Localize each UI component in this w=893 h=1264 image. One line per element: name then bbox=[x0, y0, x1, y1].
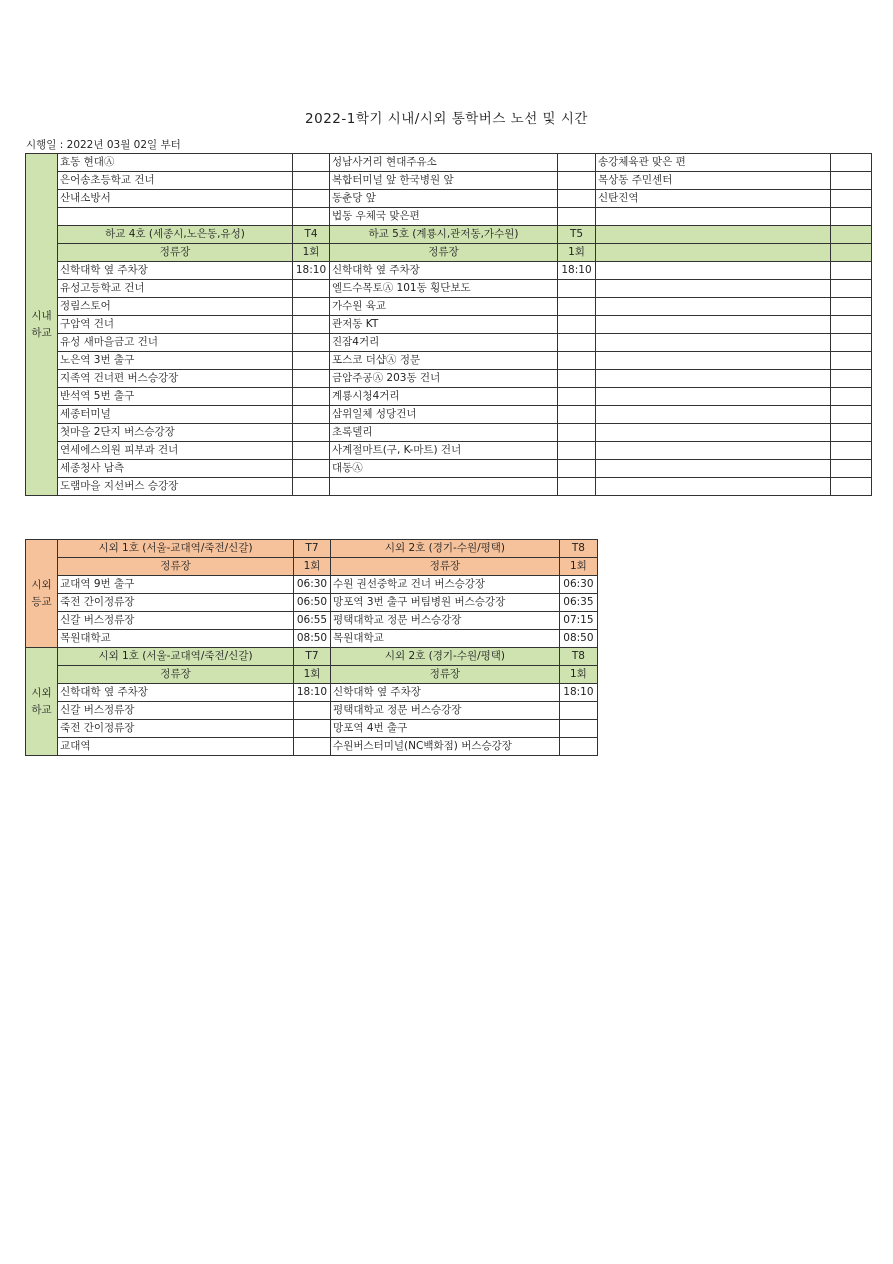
table-row bbox=[26, 738, 598, 756]
stop-name: 초록델리 bbox=[330, 424, 558, 442]
stop-time bbox=[558, 316, 596, 334]
table-row bbox=[26, 612, 598, 630]
stop-time bbox=[558, 388, 596, 406]
stop-name: 목원대학교 bbox=[58, 630, 294, 648]
table-row bbox=[26, 630, 598, 648]
stop-time: 18:10 bbox=[293, 262, 330, 280]
table-row bbox=[26, 172, 872, 190]
table-row bbox=[26, 388, 872, 406]
stop-time bbox=[558, 406, 596, 424]
stop-name: 평택대학교 정문 버스승강장 bbox=[331, 702, 560, 720]
stop-name: 송강체육관 맞은 편 bbox=[596, 154, 831, 172]
column-header-row bbox=[26, 666, 598, 684]
stop-name: 계룡시청4거리 bbox=[330, 388, 558, 406]
stop-name bbox=[596, 208, 831, 226]
column-header-row bbox=[26, 558, 598, 576]
stop-name: 금암주공Ⓐ 203동 건너 bbox=[330, 370, 558, 388]
table-row bbox=[26, 280, 872, 298]
table-row bbox=[26, 594, 598, 612]
stop-time bbox=[831, 154, 872, 172]
table-row bbox=[26, 190, 872, 208]
empty-cell bbox=[596, 280, 831, 298]
trip-header: 1회 bbox=[559, 666, 597, 684]
stop-name: 산내소방서 bbox=[58, 190, 293, 208]
table-row bbox=[26, 576, 598, 594]
stop-time bbox=[293, 388, 330, 406]
stop-name bbox=[58, 208, 293, 226]
section-label-text: 시외 등교 bbox=[31, 578, 52, 608]
stop-time bbox=[293, 370, 330, 388]
stop-name: 신갈 버스정류장 bbox=[58, 702, 294, 720]
stop-time bbox=[293, 702, 330, 720]
stop-time bbox=[293, 334, 330, 352]
stop-time bbox=[293, 280, 330, 298]
stop-time: 07:15 bbox=[559, 612, 597, 630]
stop-name: 성남사거리 현대주유소 bbox=[330, 154, 558, 172]
stop-time: 18:10 bbox=[558, 262, 596, 280]
stop-time bbox=[831, 208, 872, 226]
empty-cell bbox=[596, 226, 831, 244]
table-row bbox=[26, 370, 872, 388]
section-label bbox=[26, 540, 58, 648]
stop-name: 평택대학교 정문 버스승강장 bbox=[331, 612, 560, 630]
stop-time bbox=[558, 460, 596, 478]
stop-time bbox=[293, 460, 330, 478]
stop-name: 진잠4거리 bbox=[330, 334, 558, 352]
stop-time bbox=[559, 738, 597, 756]
route-header-row bbox=[26, 226, 872, 244]
stop-name: 망포역 3번 출구 버팀병원 버스승강장 bbox=[331, 594, 560, 612]
table-row bbox=[26, 262, 872, 280]
empty-cell bbox=[596, 352, 831, 370]
intercity-bus-table bbox=[25, 539, 598, 756]
stop-time bbox=[559, 720, 597, 738]
stop-time bbox=[293, 316, 330, 334]
stop-time: 08:50 bbox=[293, 630, 330, 648]
stop-name: 첫마을 2단지 버스승강장 bbox=[58, 424, 293, 442]
stop-name: 포스코 더샵Ⓐ 정문 bbox=[330, 352, 558, 370]
empty-cell bbox=[596, 316, 831, 334]
stop-time bbox=[831, 172, 872, 190]
route-name: 시외 2호 (경기-수원/평택) bbox=[331, 540, 560, 558]
table-row bbox=[26, 478, 872, 496]
stop-name: 구암역 건너 bbox=[58, 316, 293, 334]
stop-time bbox=[559, 702, 597, 720]
table-row bbox=[26, 208, 872, 226]
table-row bbox=[26, 702, 598, 720]
stop-name: 지족역 건너편 버스승강장 bbox=[58, 370, 293, 388]
stop-time bbox=[558, 190, 596, 208]
empty-cell bbox=[831, 460, 872, 478]
route-code: T7 bbox=[293, 540, 330, 558]
stop-time bbox=[558, 280, 596, 298]
trip-header: 1회 bbox=[558, 244, 596, 262]
stop-name: 죽전 간이정류장 bbox=[58, 594, 294, 612]
stop-name: 신학대학 옆 주차장 bbox=[58, 262, 293, 280]
stop-time bbox=[558, 478, 596, 496]
empty-cell bbox=[831, 262, 872, 280]
stop-time: 06:30 bbox=[559, 576, 597, 594]
stop-time: 18:10 bbox=[559, 684, 597, 702]
stop-name: 동춘당 앞 bbox=[330, 190, 558, 208]
table-row bbox=[26, 334, 872, 352]
stop-name: 죽전 간이정류장 bbox=[58, 720, 294, 738]
stop-time bbox=[293, 738, 330, 756]
city-bus-table bbox=[25, 153, 872, 496]
empty-cell bbox=[596, 244, 831, 262]
stop-time bbox=[293, 208, 330, 226]
stop-name: 도램마을 지선버스 승강장 bbox=[58, 478, 293, 496]
empty-cell bbox=[596, 334, 831, 352]
stop-time bbox=[558, 442, 596, 460]
empty-cell bbox=[831, 334, 872, 352]
stop-time bbox=[293, 406, 330, 424]
section-label-text: 시외 하교 bbox=[31, 686, 52, 716]
stop-name: 대동Ⓐ bbox=[330, 460, 558, 478]
stop-time bbox=[558, 208, 596, 226]
table-row bbox=[26, 298, 872, 316]
stop-name: 수원 권선중학교 건너 버스승강장 bbox=[331, 576, 560, 594]
empty-cell bbox=[831, 226, 872, 244]
table-row bbox=[26, 720, 598, 738]
stop-header: 정류장 bbox=[58, 558, 294, 576]
stop-time bbox=[293, 478, 330, 496]
route-name: 하교 4호 (세종시,노은동,유성) bbox=[58, 226, 293, 244]
empty-cell bbox=[831, 352, 872, 370]
route-name: 시외 1호 (서울-교대역/죽전/신갈) bbox=[58, 540, 294, 558]
stop-time bbox=[293, 352, 330, 370]
route-name: 시외 2호 (경기-수원/평택) bbox=[331, 648, 560, 666]
stop-time bbox=[293, 172, 330, 190]
route-header-row bbox=[26, 648, 598, 666]
stop-name: 망포역 4번 출구 bbox=[331, 720, 560, 738]
stop-name: 목상동 주민센터 bbox=[596, 172, 831, 190]
table-row bbox=[26, 684, 598, 702]
route-name: 시외 1호 (서울-교대역/죽전/신갈) bbox=[58, 648, 294, 666]
stop-time bbox=[293, 190, 330, 208]
empty-cell bbox=[831, 406, 872, 424]
stop-time bbox=[558, 352, 596, 370]
stop-name: 법동 우체국 맞은편 bbox=[330, 208, 558, 226]
stop-name: 효동 현대Ⓐ bbox=[58, 154, 293, 172]
empty-cell bbox=[596, 406, 831, 424]
table-row bbox=[26, 406, 872, 424]
empty-cell bbox=[831, 370, 872, 388]
stop-time: 06:35 bbox=[559, 594, 597, 612]
table-row bbox=[26, 352, 872, 370]
stop-name: 신탄진역 bbox=[596, 190, 831, 208]
stop-name: 세종터미널 bbox=[58, 406, 293, 424]
stop-header: 정류장 bbox=[330, 244, 558, 262]
stop-name: 노은역 3번 출구 bbox=[58, 352, 293, 370]
stop-time bbox=[293, 298, 330, 316]
route-header-row bbox=[26, 540, 598, 558]
empty-cell bbox=[831, 298, 872, 316]
stop-header: 정류장 bbox=[331, 666, 560, 684]
stop-time bbox=[293, 720, 330, 738]
stop-time bbox=[558, 424, 596, 442]
empty-cell bbox=[831, 280, 872, 298]
stop-name: 반석역 5번 출구 bbox=[58, 388, 293, 406]
section-label bbox=[26, 154, 58, 496]
stop-header: 정류장 bbox=[58, 244, 293, 262]
empty-cell bbox=[831, 388, 872, 406]
stop-time: 06:30 bbox=[293, 576, 330, 594]
table-row bbox=[26, 154, 872, 172]
stop-name: 관저동 KT bbox=[330, 316, 558, 334]
table-row bbox=[26, 316, 872, 334]
stop-name: 연세에스의원 피부과 건너 bbox=[58, 442, 293, 460]
stop-name: 가수원 육교 bbox=[330, 298, 558, 316]
stop-name: 신학대학 옆 주차장 bbox=[58, 684, 294, 702]
stop-name: 교대역 9번 출구 bbox=[58, 576, 294, 594]
trip-header: 1회 bbox=[293, 244, 330, 262]
stop-name bbox=[330, 478, 558, 496]
stop-name: 삼위일체 성당건너 bbox=[330, 406, 558, 424]
stop-name: 교대역 bbox=[58, 738, 294, 756]
stop-time bbox=[293, 424, 330, 442]
empty-cell bbox=[831, 316, 872, 334]
section-label-text: 시내 하교 bbox=[31, 309, 52, 339]
table-row bbox=[26, 460, 872, 478]
stop-time bbox=[293, 154, 330, 172]
section-label bbox=[26, 648, 58, 756]
stop-time: 06:50 bbox=[293, 594, 330, 612]
stop-time bbox=[558, 370, 596, 388]
stop-time bbox=[558, 298, 596, 316]
route-code: T4 bbox=[293, 226, 330, 244]
route-code: T8 bbox=[559, 648, 597, 666]
stop-time bbox=[558, 172, 596, 190]
stop-time: 18:10 bbox=[293, 684, 330, 702]
column-header-row bbox=[26, 244, 872, 262]
trip-header: 1회 bbox=[293, 666, 330, 684]
stop-time: 08:50 bbox=[559, 630, 597, 648]
route-name: 하교 5호 (계룡시,관저동,가수원) bbox=[330, 226, 558, 244]
trip-header: 1회 bbox=[559, 558, 597, 576]
page-title: 2022-1학기 시내/시외 통학버스 노선 및 시간 bbox=[305, 111, 588, 127]
stop-name: 신학대학 옆 주차장 bbox=[331, 684, 560, 702]
stop-name: 엘드수목토Ⓐ 101동 횡단보도 bbox=[330, 280, 558, 298]
stop-name: 신갈 버스정류장 bbox=[58, 612, 294, 630]
stop-name: 유성 새마을금고 건너 bbox=[58, 334, 293, 352]
empty-cell bbox=[596, 460, 831, 478]
effective-date: 시행일 : 2022년 03월 02일 부터 bbox=[26, 139, 181, 151]
stop-header: 정류장 bbox=[58, 666, 294, 684]
table-row bbox=[26, 442, 872, 460]
stop-time: 06:55 bbox=[293, 612, 330, 630]
stop-time bbox=[831, 190, 872, 208]
empty-cell bbox=[831, 442, 872, 460]
stop-name: 복합터미널 앞 한국병원 앞 bbox=[330, 172, 558, 190]
stop-name: 은어송초등학교 건너 bbox=[58, 172, 293, 190]
empty-cell bbox=[831, 244, 872, 262]
table-row bbox=[26, 424, 872, 442]
empty-cell bbox=[596, 424, 831, 442]
empty-cell bbox=[596, 388, 831, 406]
empty-cell bbox=[596, 298, 831, 316]
stop-name: 목원대학교 bbox=[331, 630, 560, 648]
stop-name: 세종청사 남측 bbox=[58, 460, 293, 478]
stop-name: 신학대학 옆 주차장 bbox=[330, 262, 558, 280]
trip-header: 1회 bbox=[293, 558, 330, 576]
empty-cell bbox=[596, 262, 831, 280]
stop-name: 사계절마트(구, K-마트) 건너 bbox=[330, 442, 558, 460]
empty-cell bbox=[831, 424, 872, 442]
empty-cell bbox=[831, 478, 872, 496]
empty-cell bbox=[596, 370, 831, 388]
stop-time bbox=[558, 154, 596, 172]
stop-header: 정류장 bbox=[331, 558, 560, 576]
stop-time bbox=[558, 334, 596, 352]
route-code: T5 bbox=[558, 226, 596, 244]
stop-time bbox=[293, 442, 330, 460]
route-code: T8 bbox=[559, 540, 597, 558]
stop-name: 유성고등학교 건너 bbox=[58, 280, 293, 298]
route-code: T7 bbox=[293, 648, 330, 666]
empty-cell bbox=[596, 442, 831, 460]
stop-name: 수원버스터미널(NC백화점) 버스승강장 bbox=[331, 738, 560, 756]
stop-name: 정림스토어 bbox=[58, 298, 293, 316]
empty-cell bbox=[596, 478, 831, 496]
